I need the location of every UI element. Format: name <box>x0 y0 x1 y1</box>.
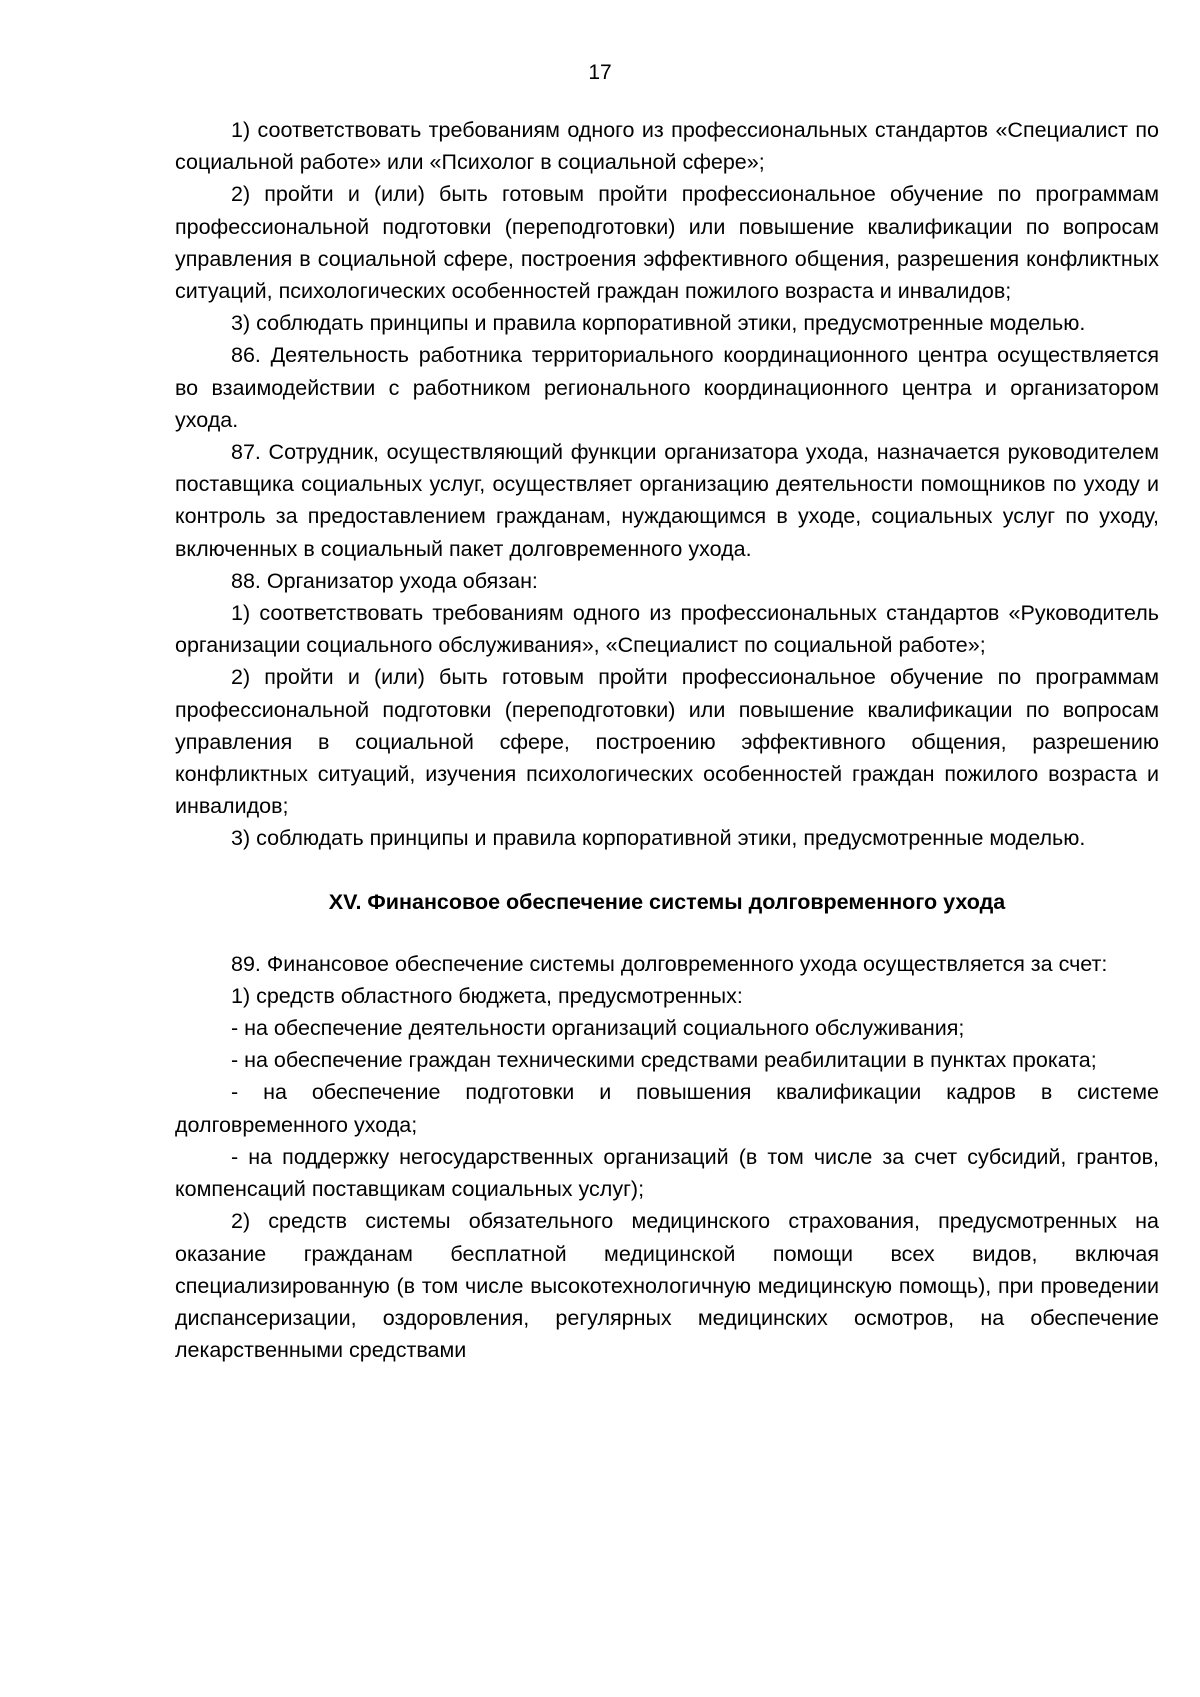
page-number: 17 <box>588 61 612 84</box>
paragraph: 88. Организатор ухода обязан: <box>231 568 538 593</box>
paragraph: 89. Финансовое обеспечение системы долговременного ухода осуществляется за счет: <box>231 951 1108 976</box>
paragraph: 86. Деятельность работника территориального координационного центра осуществляется во взаимодействии с работником регионального координационного центра и организатором ухода. <box>175 343 1159 432</box>
paragraph: 1) средств областного бюджета, предусмотренных: <box>231 983 743 1008</box>
paragraph: 1) соответствовать требованиям одного из профессиональных стандартов «Специалист по социальной работе» или «Психолог в социальной сфере»; <box>175 118 1159 175</box>
paragraph: 3) соблюдать принципы и правила корпоративной этики, предусмотренные моделью. <box>231 311 1086 336</box>
document-body <box>175 114 1159 1366</box>
paragraph: 87. Сотрудник, осуществляющий функции организатора ухода, назначается руководителем поставщика социальных услуг, осуществляет организацию деятельности помощников по уходу и контроль за предоставлением гражданам, нуждающимся в уходе, социальных услуг по уходу, включенных в социальный пакет долговременного ухода. <box>175 440 1159 561</box>
paragraph: 2) пройти и (или) быть готовым пройти профессиональное обучение по программам профессиональной подготовки (переподготовки) или повышение квалификации по вопросам управления в социальной сфере, построению эффективного общения, разрешению конфликтных ситуаций, изучения психологических особенностей граждан пожилого возраста и инвалидов; <box>175 665 1159 819</box>
paragraph: 2) пройти и (или) быть готовым пройти профессиональное обучение по программам профессиональной подготовки (переподготовки) или повышение квалификации по вопросам управления в социальной сфере, построения эффективного общения, разрешения конфликтных ситуаций, психологических особенностей граждан пожилого возраста и инвалидов; <box>175 182 1159 304</box>
paragraph: - на обеспечение подготовки и повышения квалификации кадров в системе долговременного ухода; <box>175 1080 1159 1137</box>
paragraph: - на обеспечение граждан техническими средствами реабилитации в пунктах проката; <box>231 1048 1097 1073</box>
paragraph: 3) соблюдать принципы и правила корпоративной этики, предусмотренные моделью. <box>231 826 1086 851</box>
paragraph: - на поддержку негосударственных организаций (в том числе за счет субсидий, грантов, компенсаций поставщикам социальных услуг); <box>175 1144 1159 1202</box>
paragraph: 2) средств системы обязательного медицинского страхования, предусмотренных на оказание гражданам бесплатной медицинской помощи всех видов, включая специализированную (в том числе высокотехнологичную медицинскую помощь), при проведении диспансеризации, оздоровления, регулярных медицинских осмотров, на обеспечение лекарственными средствами <box>175 1209 1159 1363</box>
paragraph: 1) соответствовать требованиям одного из профессиональных стандартов «Руководитель организации социального обслуживания», «Специалист по социальной работе»; <box>175 601 1159 658</box>
paragraph: - на обеспечение деятельности организаций социального обслуживания; <box>231 1016 965 1041</box>
section-heading: XV. Финансовое обеспечение системы долговременного ухода <box>328 889 1006 914</box>
